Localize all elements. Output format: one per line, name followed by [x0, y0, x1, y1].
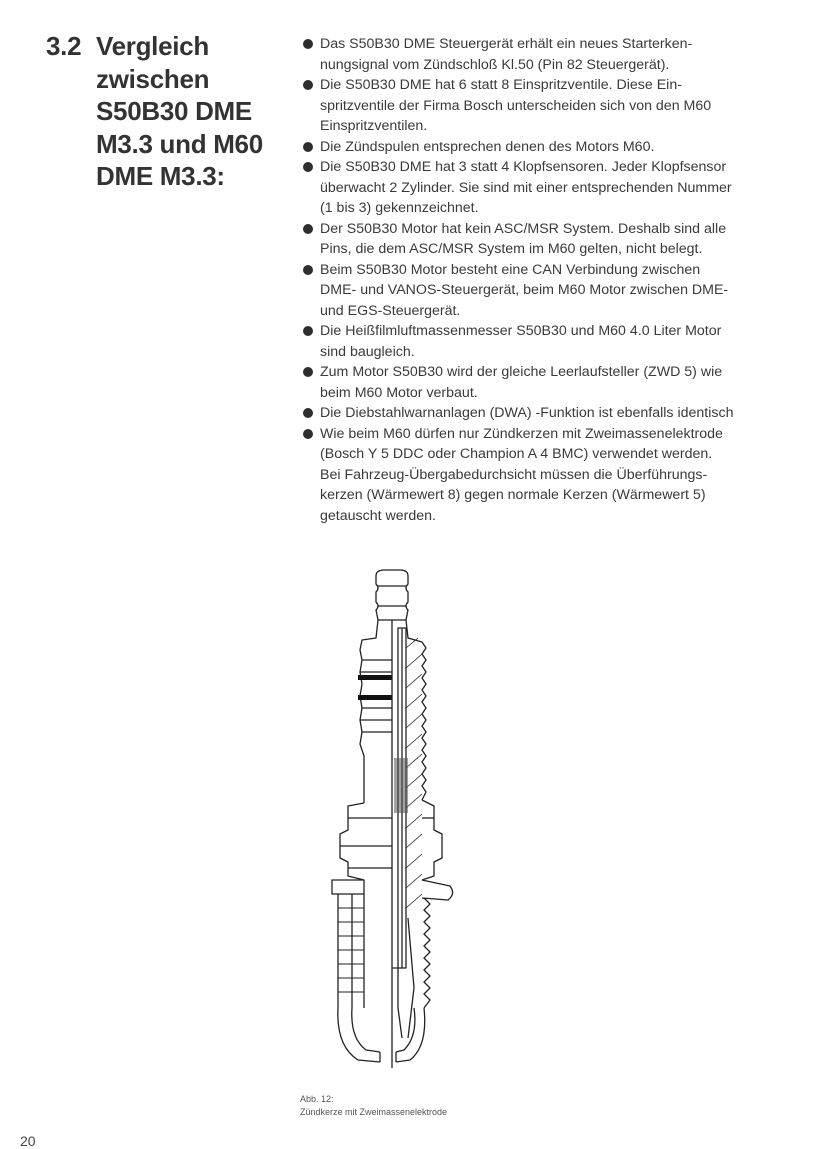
- bullet-item: [303, 260, 803, 322]
- bullet-dot-icon: [303, 408, 313, 418]
- bullet-line: (Bosch Y 5 DDC oder Champion A 4 BMC) verwendet werden.: [320, 446, 713, 462]
- bullet-dot-icon: [303, 429, 313, 439]
- bullet-line: beim M60 Motor verbaut.: [320, 384, 478, 401]
- bullet-line: und EGS-Steuergerät.: [320, 302, 461, 319]
- bullet-line: getauscht werden.: [320, 507, 436, 524]
- bullet-item: [303, 34, 803, 75]
- bullet-item: [303, 321, 803, 362]
- bullet-line: nungsignal vom Zündschloß Kl.50 (Pin 82 Steuergerät).: [320, 56, 670, 73]
- bullet-line: Die Heißfilmluftmassenmesser S50B30 und M60 4.0 Liter Motor: [320, 323, 722, 339]
- bullet-line: Bei Fahrzeug-Übergabedurchsicht müssen die Überführungs-: [320, 466, 708, 483]
- bullet-line: Wie beim M60 dürfen nur Zündkerzen mit Zweimassenelektrode: [320, 425, 723, 442]
- bullet-line: Die S50B30 DME hat 3 statt 4 Klopfsensoren. Jeder Klopfsensor: [320, 159, 727, 175]
- page-number: 20: [20, 1133, 36, 1149]
- section-heading: [46, 30, 286, 193]
- section-title: [96, 30, 286, 193]
- bullet-item: [303, 424, 803, 527]
- bullet-line: kerzen (Wärmewert 8) gegen normale Kerzen (Wärmewert 5): [320, 487, 706, 503]
- bullet-dot-icon: [303, 80, 313, 90]
- bullet-dot-icon: [303, 142, 313, 152]
- bullet-line: Zum Motor S50B30 wird der gleiche Leerlaufsteller (ZWD 5) wie: [320, 364, 723, 380]
- section-title-line: M3.3 und M60: [96, 128, 263, 159]
- section-title-line: S50B30 DME: [96, 96, 252, 126]
- spark-plug-icon: [318, 568, 468, 1073]
- figure-caption-text: Zündkerze mit Zweimassenelektrode: [300, 1107, 448, 1117]
- section-title-line: Vergleich: [96, 31, 209, 61]
- bullet-line: spritzventile der Firma Bosch unterscheiden sich von den M60: [320, 97, 712, 114]
- bullet-line: Einspritzventilen.: [320, 118, 428, 134]
- bullet-line: Die S50B30 DME hat 6 statt 8 Einspritzventile. Diese Ein-: [320, 77, 682, 93]
- bullet-dot-icon: [303, 39, 313, 49]
- spark-plug-figure: [318, 568, 468, 1073]
- bullet-line: Die Zündspulen entsprechen denen des Motors M60.: [320, 138, 655, 155]
- bullet-line: Das S50B30 DME Steuergerät erhält ein neues Starterken-: [320, 36, 693, 52]
- bullet-dot-icon: [303, 265, 313, 275]
- bullet-item: [303, 75, 803, 137]
- bullet-list: [303, 34, 803, 526]
- bullet-item: [303, 219, 803, 260]
- figure-caption-label: Abb. 12:: [300, 1094, 334, 1104]
- section-title-line: DME M3.3:: [96, 161, 225, 191]
- bullet-line: Beim S50B30 Motor besteht eine CAN Verbindung zwischen: [320, 261, 701, 278]
- bullet-line: Der S50B30 Motor hat kein ASC/MSR System. Deshalb sind alle: [320, 220, 727, 237]
- bullet-item: [303, 137, 803, 158]
- bullet-dot-icon: [303, 224, 313, 234]
- figure-caption: [300, 1093, 447, 1119]
- bullet-dot-icon: [303, 367, 313, 377]
- bullet-line: Pins, die dem ASC/MSR System im M60 gelten, nicht belegt.: [320, 241, 703, 257]
- bullet-line: Die Diebstahlwarnanlagen (DWA) -Funktion ist ebenfalls identisch: [320, 405, 734, 421]
- section-number: 3.2: [46, 31, 82, 61]
- bullet-item: [303, 403, 803, 424]
- bullet-line: überwacht 2 Zylinder. Sie sind mit einer entsprechenden Nummer: [320, 179, 732, 196]
- bullet-line: DME- und VANOS-Steuergerät, beim M60 Motor zwischen DME-: [320, 282, 729, 298]
- bullet-dot-icon: [303, 326, 313, 336]
- bullet-line: sind baugleich.: [320, 343, 415, 360]
- section-title-line: zwischen: [96, 63, 210, 94]
- bullet-item: [303, 362, 803, 403]
- bullet-item: [303, 157, 803, 219]
- bullet-line: (1 bis 3) gekennzeichnet.: [320, 200, 479, 216]
- bullet-dot-icon: [303, 162, 313, 172]
